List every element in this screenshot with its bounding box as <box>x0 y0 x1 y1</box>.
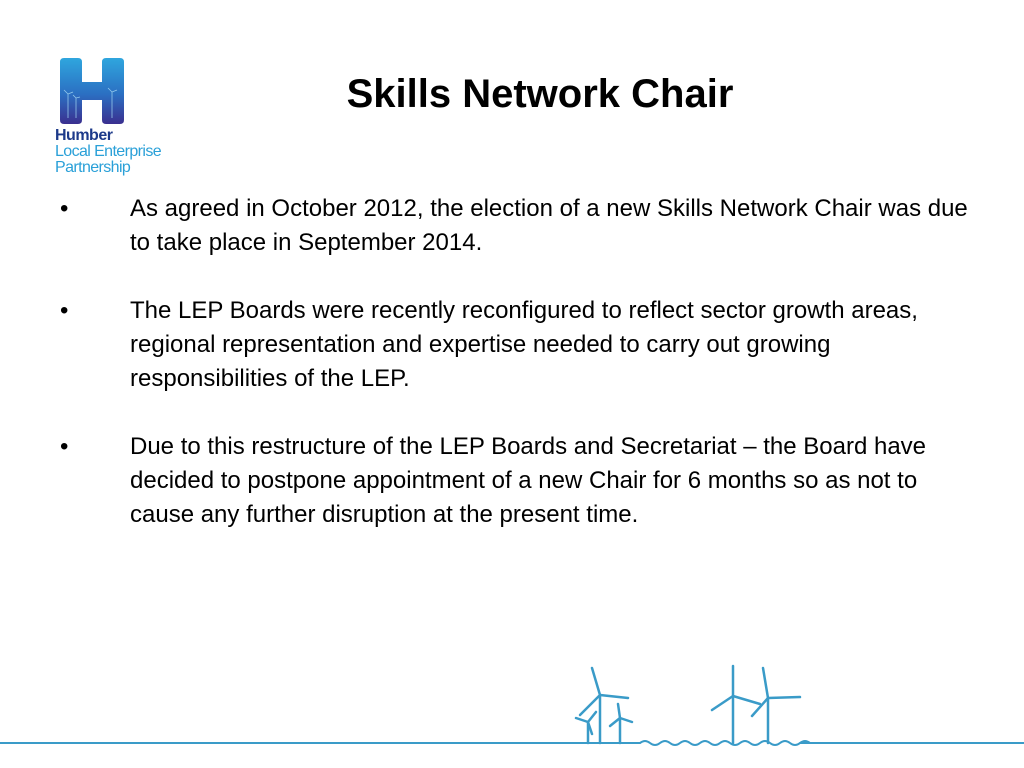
bullet-marker: • <box>60 195 69 222</box>
wind-turbine-icon <box>610 704 632 743</box>
bullet-marker: • <box>60 433 69 460</box>
logo-line-humber: Humber <box>55 127 113 144</box>
footer-wind-turbines-art <box>0 660 1024 768</box>
bullet-text: Due to this restructure of the LEP Boards and Secretariat – the Board have decided to postpone appointment of a new Chair for 6 months so as not to cause any further disruption at the present time. <box>130 433 927 528</box>
bullet-list <box>60 192 980 566</box>
bullet-marker: • <box>60 297 69 324</box>
slide-title: Skills Network Chair <box>346 72 734 116</box>
bullet-item <box>60 294 980 396</box>
bullet-item <box>60 430 980 532</box>
wind-turbine-icon <box>752 668 800 743</box>
logo-wordmark <box>55 128 161 176</box>
wind-turbine-icon <box>576 712 596 743</box>
bullet-text: As agreed in October 2012, the election of a new Skills Network Chair was due to take place in September 2014. <box>130 195 968 256</box>
bullet-item <box>60 192 980 260</box>
wind-turbine-icon <box>712 666 760 743</box>
logo-line-local-enterprise: Local Enterprise <box>55 143 162 160</box>
bullet-text: The LEP Boards were recently reconfigured to reflect sector growth areas, regional representation and expertise needed to carry out growing responsibilities of the LEP. <box>130 297 918 392</box>
humber-h-logo-icon <box>56 56 128 126</box>
humber-lep-logo <box>54 56 184 180</box>
wave-line <box>640 741 810 745</box>
logo-line-partnership: Partnership <box>55 159 131 176</box>
